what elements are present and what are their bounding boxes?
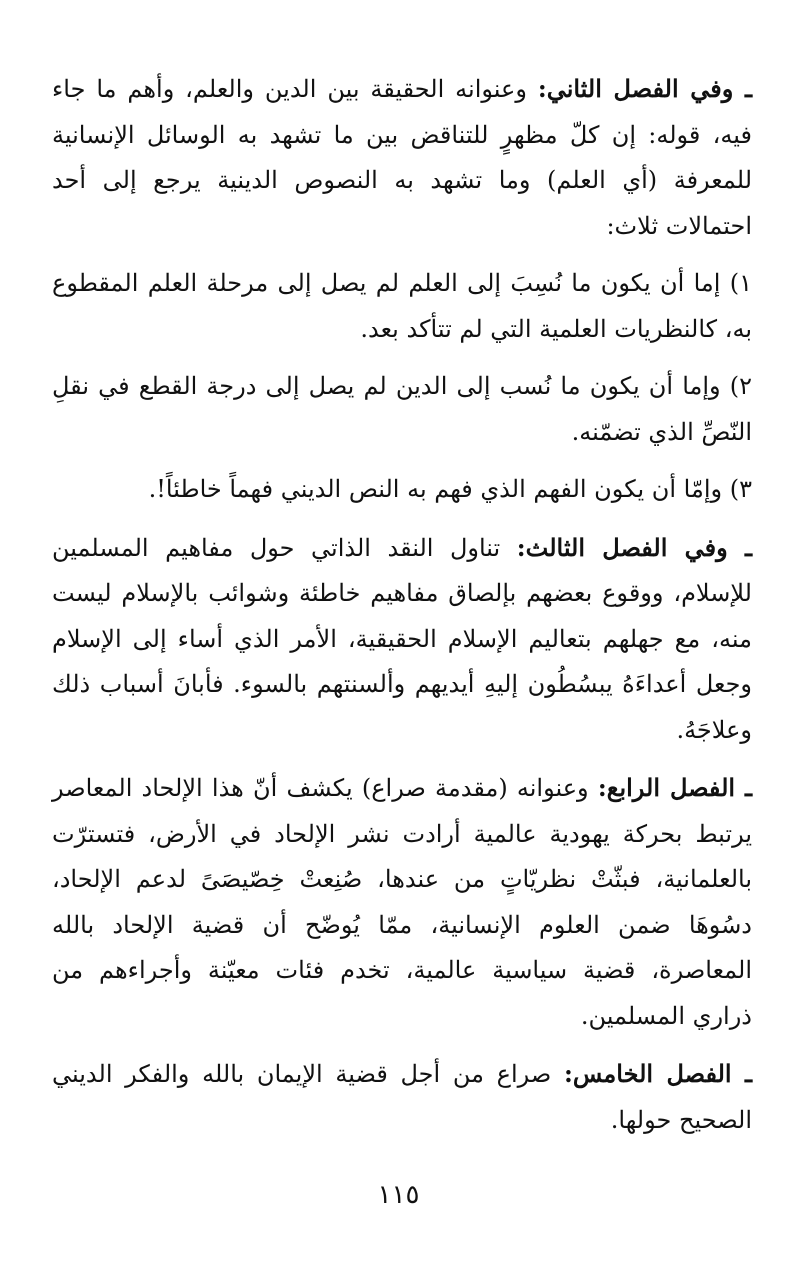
paragraph-text: ١) إما أن يكون ما نُسِبَ إلى العلم لم يصل إلى مرحلة العلم المقطوع به، كالنظريات العلمية التي لم تتأكد بعد. [52,269,752,343]
paragraph-heading: ـ وفي الفصل الثاني: [537,74,752,103]
paragraph-heading: ـ الفصل الخامس: [563,1059,753,1088]
paragraph-heading: ـ الفصل الرابع: [597,773,752,802]
paragraph-chapter-two [52,66,752,249]
page-body [52,66,752,1155]
list-item-3 [52,467,752,513]
paragraph-text: ٣) وإمّا أن يكون الفهم الذي فهم به النص الديني فهماً خاطئاً!. [148,475,752,503]
paragraph-chapter-five [52,1051,752,1143]
paragraph-chapter-four [52,765,752,1039]
paragraph-text: ٢) وإما أن يكون ما نُسب إلى الدين لم يصل إلى درجة القطع في نقلِ النّصِّ الذي تضمّنه. [52,372,752,446]
page-number: ١١٥ [377,1180,420,1210]
paragraph-text: تناول النقد الذاتي حول مفاهيم المسلمين للإسلام، ووقوع بعضهم بإلصاق مفاهيم خاطئة وشوائب بالإسلام ليست منه، مع جهلهم بتعاليم الإسلام الحقيقية، الأمر الذي أساء إلى الإسلام وجعل أعداءَهُ يبسُطُون إليهِ أيديهم وألسنتهم بالسوء. فأبانَ أسباب ذلك وعلاجَهُ. [52,533,752,744]
paragraph-heading: ـ وفي الفصل الثالث: [516,532,753,562]
paragraph-text: وعنوانه الحقيقة بين الدين والعلم، وأهم ما جاء فيه، قوله: إن كلّ مظهرٍ للتناقض بين ما تشهد به الوسائل الإنسانية للمعرفة (أي العلم) وما تشهد به النصوص الدينية يرجع إلى أحد احتمالات ثلاث: [52,75,753,240]
paragraph-text: صراع من أجل قضية الإيمان بالله والفكر الديني الصحيح حولها. [52,1060,752,1134]
paragraph-chapter-three [52,525,752,754]
paragraph-text: وعنوانه (مقدمة صراع) يكشف أنّ هذا الإلحاد المعاصر يرتبط بحركة يهودية عالمية أرادت نشر الإلحاد في الأرض، فتسترّت بالعلمانية، فبثّتْ نظريّاتٍ من عندها، صُنِعتْ خِصّيصَىً لدعم الإلحاد، دسُوهَا ضمن العلوم الإنسانية، ممّا يُوضّح أن قضية الإلحاد بالله المعاصرة، قضية سياسية عالمية، تخدم فئات معيّنة وأجراءهم من ذراري المسلمين. [52,774,752,1030]
list-item-1 [52,261,752,352]
list-item-2 [52,364,752,455]
